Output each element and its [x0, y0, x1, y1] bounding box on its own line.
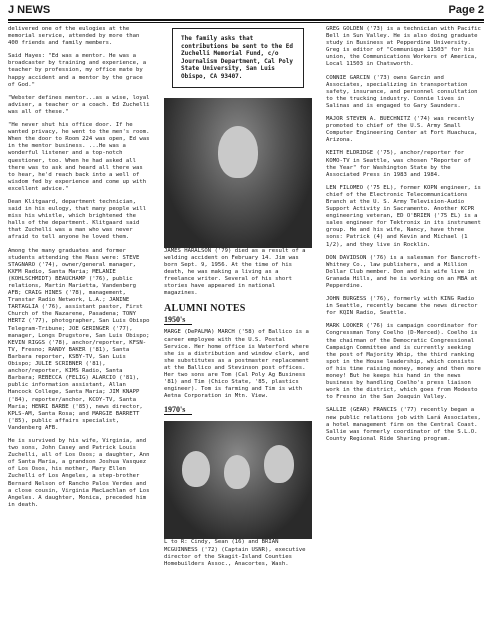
photo-caption: L to R: Cindy, Sean (16) and BRIAN MCGUINNESS ('72) (Captain USNR), executive director of the Skagit-Island Counties Homebuilders Assoc., Anacortes, Wash. [164, 539, 306, 567]
decade-heading: 1970's [164, 406, 192, 415]
decade-heading: 1950's [164, 316, 192, 325]
paragraph: MARGE (DePALMA) MARCH ('58) of Ballico is a career employee with the U.S. Postal Service. Her home office is Waterford where she is a distribution and window clerk, and she substitutes as a postmaster replacement at the Ballico and Stevinson post offices. Her two sons are Tom (Cal Poly Ag Business '81) and Tim (Chico State, '85, plastics engineer). Tom is farming and Tim is with Aetna Corporation in Mtn. View. [164, 329, 309, 400]
paragraph: JOHN BURGESS ('76), formerly with KING Radio in Seattle, recently became the news director for KQIN Radio, Seattle. [326, 296, 478, 317]
paragraph: SALLIE (GEAR) FRANCIS ('77) recently began a new public relations job with Lará Associates, a hotel management firm on the Central Coast. Sallie was formerly coordinator of the S.L.O. County Regional Ride Sharing program. [326, 407, 481, 442]
paragraph: KEITH ELDRIDGE ('75), anchor/reporter for KOMO-TV in Seattle, was chosen "Reporter of the Year" for Washington State by the Associated Press in 1983 and 1984. [326, 150, 471, 178]
page-number: Page 2 [448, 4, 484, 16]
paragraph: LEN FILOMEO ('75 EL), former KOPN engineer, is chief of the Electronic Telecommunications Branch at the U. S. Army Television-Audio Support Activity in Sacramento. Another KCPR engineering veteran, ED O'BRIEN ('75 EL) is a sales engineer for Tektronix in its instrument group. He and his wife, Nancy, have three sons: Patrick (4) and Kevin and Michael (1 1/2), and they live in Rocklin. [326, 184, 481, 248]
paragraph: Among the many graduates and former students attending the Mass were: STEVE STAGNARO ('74), owner/general manager, KXFM Radio, Santa Maria; MELANIE (KOHLSCHMIDT) BEAUCHAMP ('76), public relations, Martin Marietta, Vandenberg AFB; CRAIG HINES ('78), management, Transtar Radio Network, L.A.; JANINE TARTAGLIA ('76), assistant pastor, First Church of the Nazarene, Pasadena; TONY HERTZ ('77), photographer, San Luis Obispo Telegram-Tribune; JOE GERINGER ('77), manager, Longs Drugstore, San Luis Obispo; KEVIN RIGGS ('78), anchor/reporter, KFSN-TV, Fresno; RANDY BAKER ('81), Santa Barbara reporter, KSBY-TV, San Luis Obispo; JULIE SCRIBNER ('81), anchor/reporter, KIMS Radio, Santa Barbara; REBECCA (FELIG) ALARCIO ('81), public information assistant, Allan Hancock College, Santa Maria; JIM KNAPP ('84), reporter/anchor, KCOY-TV, Santa Maria; HENRI BARBE ('85), news director, KPLS-AM, Santa Rosa; and MARGIE BARRETT ('85), public affairs specialist, Vandenberg AFB. [8, 247, 150, 431]
section-title: ALUMNI NOTES [164, 303, 246, 315]
header-rule-bottom [8, 22, 484, 23]
paragraph: "Webster defines mentor...as a wise, loyal adviser, a teacher or a coach. Ed Zuchelli was all of these." [8, 94, 150, 115]
portrait-face [264, 445, 294, 483]
paragraph: Said Hayes: "Ed was a mentor. He was a broadcaster by training and experience, a teacher by profession, my office mate by happy accident and a mentor by the grace of God." [8, 53, 147, 88]
photo-mcguinness-family [164, 421, 312, 539]
paragraph: GREG GOLDEN ('73) is a technician with Pacific Bell in Sun Valley. He is also doing graduate study in Business at Pepperdine University. Greg is editor of "Communique 11503" for his union, the Communications Workers of America, Local 11503 in Chatsworth. [326, 26, 481, 68]
newsletter-name: J NEWS [8, 4, 51, 16]
page-header [8, 4, 484, 18]
column-left [8, 26, 150, 515]
photo-james-haralson [164, 98, 312, 248]
paragraph: DON DAVIDSON ('76) is a salesman for Bancroft-Whitney Co., law publishers, and a Million Dollar Club member. Don and his wife live in Granada Hills, and he is working on an MBA at Pepperdine. [326, 254, 481, 289]
column-right [326, 26, 484, 449]
memorial-fund-note: The family asks that contributions be sent to the Ed Zuchelli Memorial Fund, c/o Journalism Department, Cal Poly State University, San Luis Obispo, CA 93407. [172, 28, 304, 88]
paragraph: Dean Klitgaard, department technician, said in his eulogy, that many people will miss his whistle, which brightened the halls of the department. Klitgaard said that Zuchelli was a man who was never afraid to tell anyone he loved them. [8, 198, 147, 241]
portrait-face [224, 455, 250, 489]
portrait-face [218, 126, 258, 178]
column-middle [164, 26, 312, 574]
paragraph: CONNIE GARCIN ('73) owns Garcin and Associates, specializing in transportation safety, insurance, and personnel consultation to the trucking industry. Connie lives in Salinas and is engaged to Gary Saunders. [326, 74, 478, 109]
header-rule-top [8, 19, 484, 21]
paragraph: MARK LOOKER ('76) is campaign coordinator for Congressman Tony Coelho (D-Merced). Coelho is the chairman of the Democratic Congressional Campaign Committee and is currently seeking the post of Majority Whip, the third ranking spot in the House leadership, which consists of his time raising money, money and then more money! But he keeps his hand in the news business by handling Coelho's press liaison work in the district, which goes from Modesto to Fresno in the San Joaquin Valley. [326, 323, 481, 401]
paragraph: MAJOR STEVEN A. BUECHNITZ ('74) was recently promoted to chief of the U.S. Army Small Computer Engineering Center at Fort Huachuca, Arizona. [326, 116, 478, 144]
photo-caption: JAMES HARALSON ('79) died as a result of a welding accident on February 14. Jim was born Sept. 9, 1956. At the time of his death, he was making a living as a freelance writer. Several of his short stories have appeared in national magazines. [164, 247, 306, 297]
paragraph: delivered one of the eulogies at the memorial service, attended by more than 400 friends and family members. [8, 26, 140, 47]
paragraph: "He never shut his office door. If he wanted privacy, he went to the men's room. When the door to Room 224 was open, Ed was in the mentor business. ...He was a wonderful listener and a top-notch questioner, too. When he had asked all there was to ask and heard all there was to hear, he'd reach back into a well of wisdom fed by experience and come up with excellent advice." [8, 122, 150, 192]
paragraph: He is survived by his wife, Virginia, and two sons, John Casey and Patrick Louis Zuchelli, all of Los Osos; a daughter, Ann of Santa Maria, a grandson Joshua Vasquez of Los Osos, his mother, Mary Ellen Zuchelli of Los Angeles, a step-brother Bernard Nelson of Rancho Palos Verdes and a close cousin, Virginia MacLachlan of Los Angeles. A daughter, Monica, preceded him in death. [8, 437, 150, 508]
portrait-face [182, 451, 210, 487]
